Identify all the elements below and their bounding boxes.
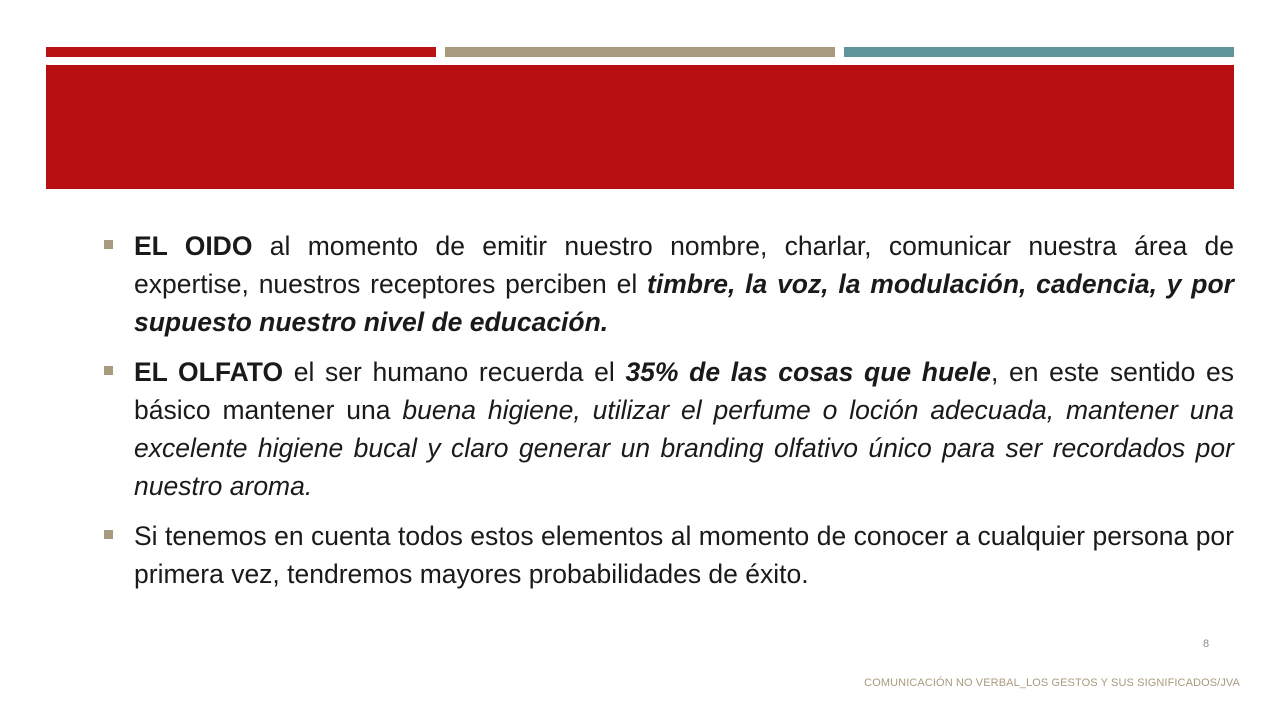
text-run: al momento de emitir nuestro nombre, charlar, comunicar nuestra área de expertise, nuestros receptores perciben el: [134, 231, 1234, 299]
bullet-item: [100, 517, 1234, 593]
accent-bar-teal: [844, 47, 1234, 57]
text-run: timbre, la voz, la modulación, cadencia, y por supuesto nuestro nivel de educación.: [134, 269, 1234, 337]
text-run: buena higiene, utilizar el perfume o loción adecuada, mantener una excelente higiene bucal y claro generar un branding olfativo único para ser recordados por nuestro aroma.: [134, 395, 1234, 501]
page-number: 8: [1202, 638, 1210, 650]
bullet-text: [134, 517, 1234, 593]
bullet-square-icon: [104, 240, 113, 249]
bullet-text: [134, 227, 1234, 341]
bullet-square-icon: [104, 366, 113, 375]
text-run: 35% de las cosas que huele: [625, 357, 991, 387]
text-run: EL OLFATO: [134, 357, 284, 387]
text-run: EL OIDO: [134, 231, 253, 261]
text-run: Si tenemos en cuenta todos estos elementos al momento de conocer a cualquier persona por primera vez, tendremos mayores probabilidades de éxito.: [134, 521, 1234, 589]
bullet-list: [100, 227, 1234, 605]
text-run: el ser humano recuerda el: [283, 357, 626, 387]
bullet-square-icon: [104, 530, 113, 539]
bullet-text: [134, 353, 1234, 505]
title-band: [46, 65, 1234, 189]
accent-bar-tan: [445, 47, 835, 57]
accent-bar-red: [46, 47, 436, 57]
bullet-item: [100, 227, 1234, 341]
bullet-item: [100, 353, 1234, 505]
text-run: , en este sentido es básico mantener una: [134, 357, 1234, 425]
footer-text: COMUNICACIÓN NO VERBAL_LOS GESTOS Y SUS SIGNIFICADOS/JVA: [864, 677, 1240, 689]
